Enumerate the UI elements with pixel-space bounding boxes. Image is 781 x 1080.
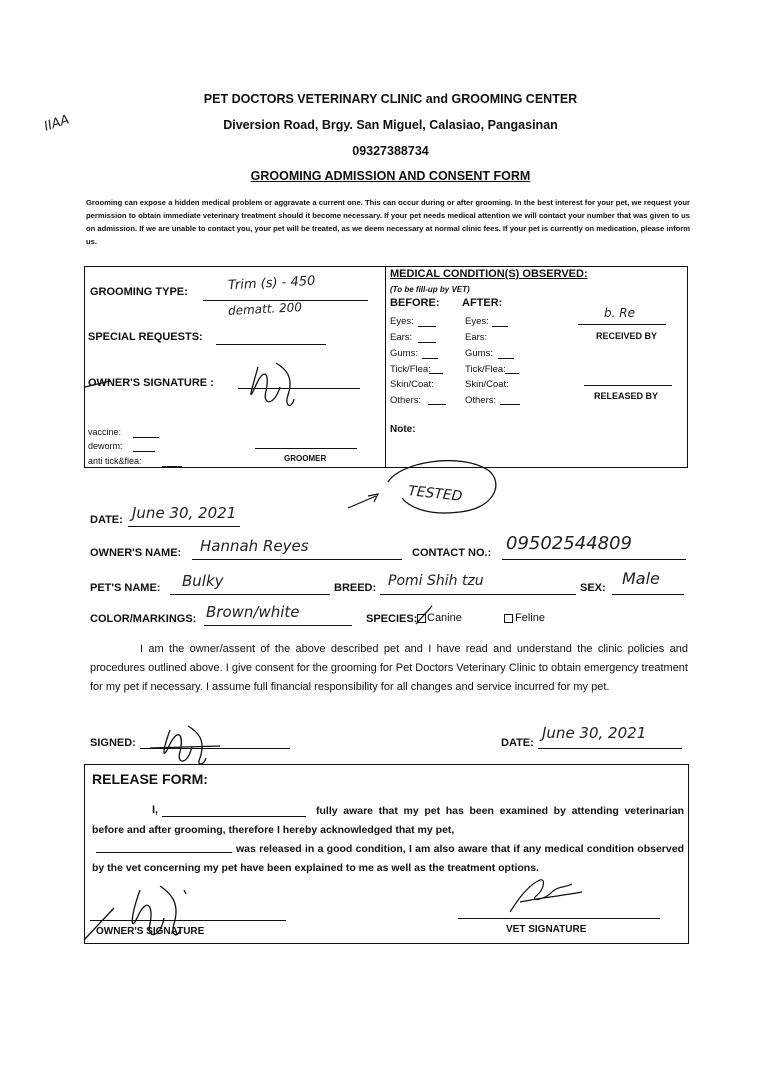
medical-subtitle: (To be fill-up by VET) <box>390 285 470 294</box>
sex-value: Male <box>622 569 660 588</box>
release-title: RELEASE FORM: <box>92 771 208 787</box>
feline-label: Feline <box>515 612 545 624</box>
before-gums: Gums: <box>390 348 418 359</box>
pet-name-label: PET'S NAME: <box>90 582 161 594</box>
medical-title: MEDICAL CONDITION(S) OBSERVED: <box>390 268 588 280</box>
date-value: June 30, 2021 <box>132 504 237 522</box>
consent-date-value: June 30, 2021 <box>542 724 647 742</box>
pet-name-value: Bulky <box>182 572 224 590</box>
received-by-value: b. Re <box>604 306 635 320</box>
color-value: Brown/white <box>206 603 300 621</box>
grooming-type-value: Trim (s) - 450 <box>227 273 316 294</box>
released-by-label: RELEASED BY <box>594 391 659 401</box>
release-owner-signature-label: OWNER'S SIGNATURE <box>96 926 205 937</box>
box-divider <box>385 266 386 468</box>
consent-date-label: DATE: <box>501 737 534 749</box>
special-requests-label: SPECIAL REQUESTS: <box>88 331 203 343</box>
clinic-name: PET DOCTORS VETERINARY CLINIC and GROOMING CENTER <box>203 92 578 106</box>
owner-name-label: OWNER'S NAME: <box>90 547 182 559</box>
vaccine-label: vaccine: <box>88 427 122 437</box>
received-by-label: RECEIVED BY <box>596 331 658 341</box>
after-eyes: Eyes: <box>465 316 489 327</box>
species-label: SPECIES: <box>366 613 418 625</box>
grooming-type-value-2: dematt. 200 <box>227 300 303 318</box>
note-label: Note: <box>390 424 416 435</box>
before-skin: Skin/Coat: <box>390 379 434 390</box>
breed-label: BREED: <box>334 582 377 594</box>
groomer-label: GROOMER <box>284 454 327 463</box>
before-others: Others: <box>390 395 422 406</box>
intro-paragraph: Grooming can expose a hidden medical problem or aggravate a current one. This can occur during or after grooming. In the best interest for your pet, we request your permission to obtain immediate veterinary treatment should it become necessary. If your pet needs medical attention we will contact your number that was given to us on admission. If we are unable to contact you, your pet will be treated, as we deem necessary at normal clinic fees. If your pet is currently on medication, please inform us. <box>86 198 690 246</box>
sex-label: SEX: <box>580 582 606 594</box>
tested-note: TESTED <box>407 483 464 505</box>
owner-signature-image <box>80 355 310 415</box>
before-label: BEFORE: <box>390 297 440 309</box>
consent-paragraph: I am the owner/assent of the above described pet and I have read and understand the clinic policies and procedures outlined above. I give consent for the grooming for Pet Doctors Veterinary Clinic to obtain emergency treatment for my pet if necessary. I assume full financial responsibility for all changes and service incurred for my pet. <box>90 643 688 693</box>
margin-note: IIAA <box>42 112 72 135</box>
after-tick: Tick/Flea: <box>465 364 506 375</box>
anti-tick-label: anti tick&flea: <box>88 456 142 466</box>
feline-checkbox[interactable] <box>504 614 513 623</box>
after-others: Others: <box>465 395 497 406</box>
signed-label: SIGNED: <box>90 737 136 749</box>
contact-label: CONTACT NO.: <box>412 547 492 559</box>
owner-name-value: Hannah Reyes <box>200 537 309 555</box>
after-skin: Skin/Coat: <box>465 379 509 390</box>
vet-signature-label: VET SIGNATURE <box>506 924 587 935</box>
date-label: DATE: <box>90 514 123 526</box>
form-title: GROOMING ADMISSION AND CONSENT FORM <box>250 169 531 183</box>
release-i-label: I, <box>152 804 159 816</box>
consent-signature-image <box>140 722 240 766</box>
after-ears: Ears: <box>465 332 488 343</box>
before-eyes: Eyes: <box>390 316 414 327</box>
release-text-1: fully aware that my pet has been examined by attending veterinarian before and after grooming, therefore I hereby acknowledged that my pet, <box>92 805 684 836</box>
before-ears: Ears: <box>390 332 413 343</box>
clinic-phone: 09327388734 <box>352 144 429 158</box>
breed-value: Pomi Shih tzu <box>388 573 484 589</box>
after-label: AFTER: <box>462 297 503 309</box>
before-tick: Tick/Flea: <box>390 364 431 375</box>
owner-signature-label: OWNER'S SIGNATURE : <box>88 377 214 389</box>
grooming-type-label: GROOMING TYPE: <box>90 286 188 298</box>
after-gums: Gums: <box>465 348 493 359</box>
vet-signature-image <box>500 872 590 918</box>
contact-value: 09502544809 <box>506 533 632 554</box>
clinic-address: Diversion Road, Brgy. San Miguel, Calasiao, Pangasinan <box>223 118 558 132</box>
release-text-2: was released in a good condition, I am also aware that if any medical condition observed by the vet concerning my pet have been explained to me as well as the treatment options. <box>92 843 684 874</box>
color-label: COLOR/MARKINGS: <box>90 613 197 625</box>
deworm-label: deworm: <box>88 441 123 451</box>
canine-label: Canine <box>427 612 462 624</box>
